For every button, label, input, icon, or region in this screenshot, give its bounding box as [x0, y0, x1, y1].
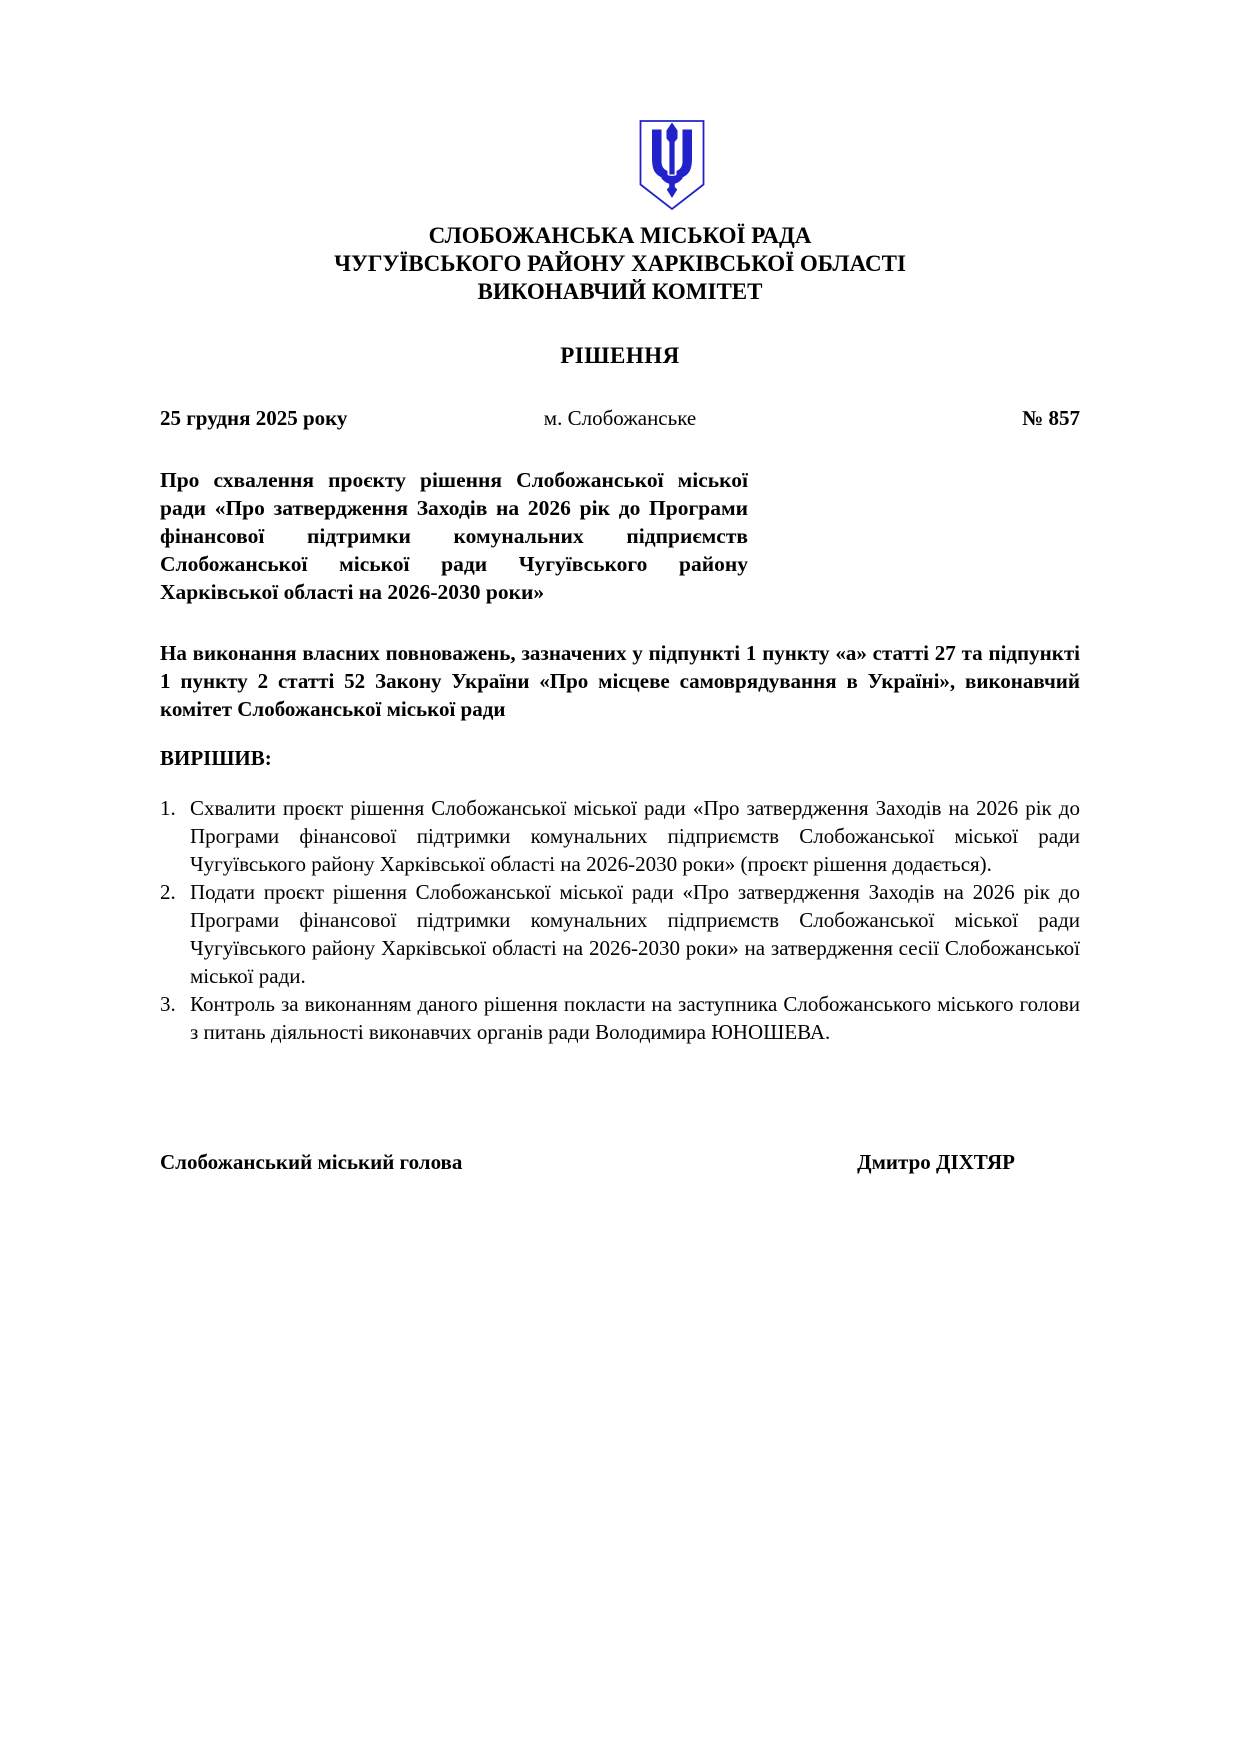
- item-number-1: 1.: [160, 796, 176, 820]
- document-date: 25 грудня 2025 року: [160, 406, 348, 430]
- document-preamble: На виконання власних повноважень, зазначених у підпункті 1 пункту «а» статті 27 та підпункті 1 пункту 2 статті 52 Закону України «Про місцеве самоврядування в Україні», виконавчий комітет Слобожанської міської ради: [160, 641, 1080, 721]
- resolved-label: ВИРІШИВ:: [160, 746, 272, 770]
- org-name-line2: ЧУГУЇВСЬКОГО РАЙОНУ ХАРКІВСЬКОЇ ОБЛАСТІ: [334, 251, 906, 276]
- org-name-line3: ВИКОНАВЧИЙ КОМІТЕТ: [477, 279, 763, 304]
- document-type-title: РІШЕННЯ: [560, 343, 680, 368]
- item-text-3: Контроль за виконанням даного рішення покласти на заступника Слобожанського міського голови з питань діяльності виконавчих органів ради Володимира ЮНОШЕВА.: [190, 992, 1080, 1044]
- resolution-item-3: [160, 990, 1080, 1046]
- item-text-1: Схвалити проєкт рішення Слобожанської міської ради «Про затвердження Заходів на 2026 рік до Програми фінансової підтримки комунальних підприємств Слобожанської міської ради Чугуївського району Харківської області на 2026-2030 роки» (проєкт рішення додається).: [190, 796, 1080, 876]
- signature-row: [160, 1148, 1080, 1176]
- document-meta-row: [160, 404, 1080, 432]
- resolution-item-1: [160, 794, 1080, 878]
- signer-title: Слобожанський міський голова: [160, 1150, 463, 1174]
- item-number-3: 3.: [160, 992, 176, 1016]
- document-header: [160, 222, 1080, 306]
- trident-icon: [652, 123, 692, 199]
- org-name-line1: СЛОБОЖАНСЬКА МІСЬКОЇ РАДА: [428, 223, 812, 248]
- document-place: м. Слобожанське: [543, 406, 697, 430]
- signer-name: Дмитро ДІХТЯР: [857, 1150, 1015, 1174]
- item-text-2: Подати проєкт рішення Слобожанської міської ради «Про затвердження Заходів на 2026 рік до Програми фінансової підтримки комунальних підприємств Слобожанської міської ради Чугуївського району Харківської області на 2026-2030 роки» на затвердження сесії Слобожанської міської ради.: [190, 880, 1080, 988]
- resolution-item-2: [160, 878, 1080, 990]
- item-number-2: 2.: [160, 880, 176, 904]
- resolution-items: [160, 794, 1080, 1046]
- document-subject: Про схвалення проєкту рішення Слобожанської міської ради «Про затвердження Заходів на 2026 рік до Програми фінансової підтримки комунальних підприємств Слобожанської міської ради Чугуївського району Харківської області на 2026-2030 роки»: [160, 468, 748, 604]
- document-number: № 857: [1022, 406, 1081, 430]
- coat-of-arms-emblem: [637, 116, 707, 214]
